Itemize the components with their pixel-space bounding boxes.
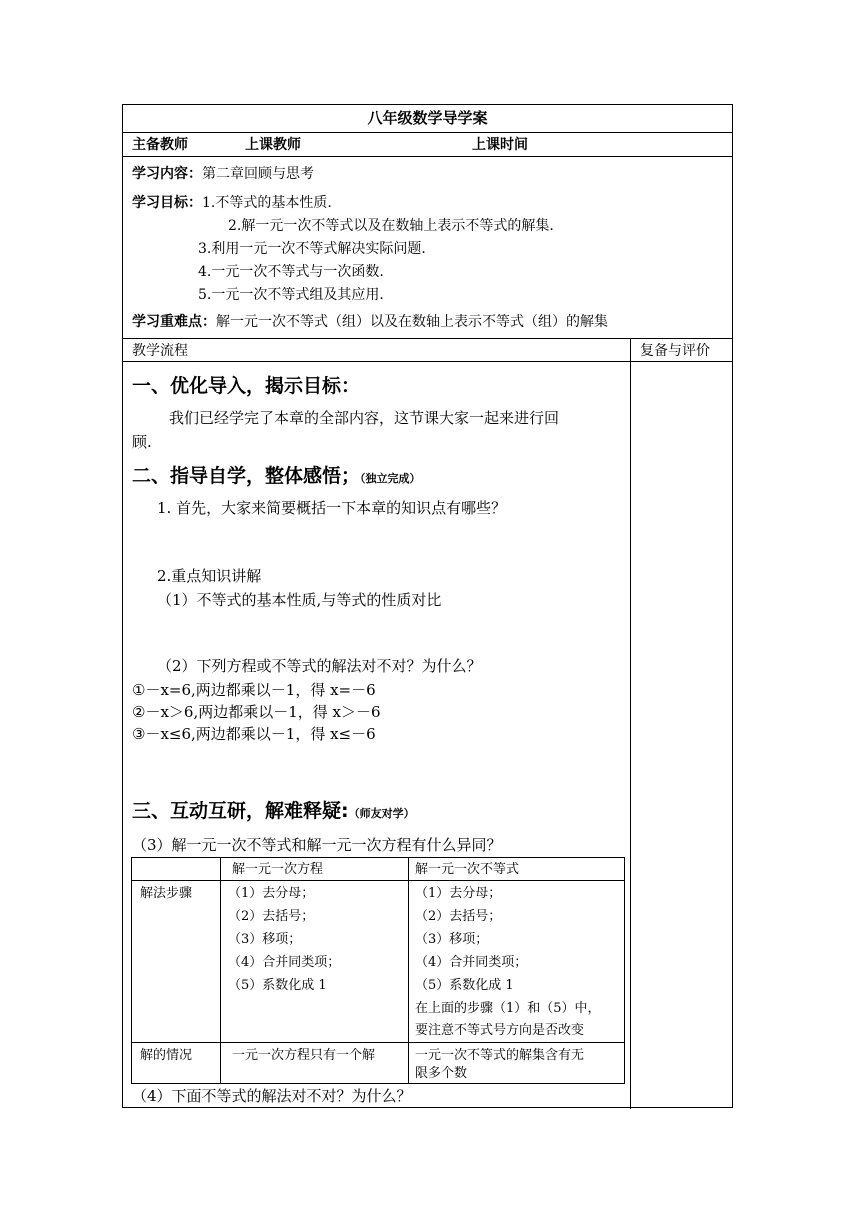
table-col-divider-2: [408, 858, 409, 1083]
chief-teacher-label: 主备教师: [132, 137, 188, 153]
goal-4: 4.一元一次不等式与一次函数.: [198, 264, 384, 280]
question-4: （4）下面不等式的解法对不对？为什么？: [132, 1087, 412, 1105]
difficulty-value: 解一元一次不等式（组）以及在数轴上表示不等式（组）的解集: [216, 314, 608, 330]
comparison-table: [131, 857, 625, 1084]
goals-row: [132, 194, 332, 212]
item-3: ③－x≤6,两边都乘以－1，得 x≤－6: [132, 725, 376, 743]
row-label-solution: 解的情况: [140, 1048, 193, 1063]
inequality-note-line2: 要注意不等式号方向是否改变: [415, 1023, 585, 1038]
inequality-step-5: （5）系数化成 1: [415, 978, 514, 993]
section1-paragraph-line2: 顾.: [132, 433, 152, 451]
row-label-steps: 解法步骤: [140, 886, 193, 901]
flow-header-left: 教学流程: [132, 343, 188, 359]
column-divider: [630, 338, 631, 1109]
difficulty-row: [132, 313, 608, 331]
table-col-divider-1: [220, 858, 221, 1083]
equation-step-3: （3）移项；: [228, 932, 302, 947]
difficulty-label: 学习重难点：: [132, 314, 216, 330]
inequality-step-4: （4）合并同类项；: [415, 955, 528, 970]
question-2-2: （2）下列方程或不等式的解法对不对？为什么？: [157, 657, 482, 675]
section3-heading: 三、互动互研，解难释疑:: [132, 800, 349, 822]
inequality-solution-line2: 限多个数: [415, 1066, 468, 1081]
equation-solution: 一元一次方程只有一个解: [232, 1048, 376, 1063]
goal-5: 5.一元一次不等式组及其应用.: [198, 287, 384, 303]
flow-header-right: 复备与评价: [640, 343, 710, 359]
question-2-1: （1）不等式的基本性质,与等式的性质对比: [157, 591, 442, 609]
rule-flow-header: [123, 361, 732, 362]
class-time-label: 上课时间: [472, 137, 528, 153]
question-2-title: 2.重点知识讲解: [157, 567, 262, 585]
inequality-step-3: （3）移项；: [415, 932, 489, 947]
equation-step-5: （5）系数化成 1: [228, 978, 327, 993]
rule-title: [123, 132, 732, 133]
goals-label: 学习目标：: [132, 195, 202, 211]
equation-step-1: （1）去分母；: [228, 886, 315, 901]
table-header-equation: 解一元一次方程: [232, 862, 324, 877]
section1-heading: 一、优化导入，揭示目标：: [132, 375, 361, 397]
table-header-inequality: 解一元一次不等式: [415, 862, 520, 877]
item-2: ②－x＞6,两边都乘以－1，得 x＞－6: [132, 703, 381, 721]
rule-info: [123, 338, 732, 339]
table-rule-header: [132, 880, 624, 881]
page-title: 八年级数学导学案: [367, 109, 488, 127]
question-1: 1. 首先，大家来简要概括一下本章的知识点有哪些？: [157, 499, 507, 517]
content-row: [132, 165, 314, 183]
class-teacher-label: 上课教师: [245, 137, 301, 153]
inequality-step-1: （1）去分母；: [415, 886, 502, 901]
section2-note: （独立完成）: [360, 472, 421, 485]
section3-note: （师友对学）: [348, 807, 415, 820]
goal-2: 2.解一元一次不等式以及在数轴上表示不等式的解集.: [228, 218, 554, 234]
section1-paragraph-line1: 我们已经学完了本章的全部内容，这节课大家一起来进行回: [169, 409, 560, 427]
inequality-solution-line1: 一元一次不等式的解集含有无: [415, 1048, 585, 1063]
inequality-note-line1: 在上面的步骤（1）和（5）中，: [415, 1001, 601, 1016]
section3-heading-row: [132, 799, 415, 823]
equation-step-4: （4）合并同类项；: [228, 955, 341, 970]
lesson-plan-table: [122, 104, 733, 1108]
section2-heading-row: [132, 464, 421, 488]
inequality-step-2: （2）去括号；: [415, 909, 502, 924]
goal-1: 1.不等式的基本性质.: [202, 195, 332, 211]
equation-step-2: （2）去括号；: [228, 909, 315, 924]
rule-header: [123, 156, 732, 157]
content-value: 第二章回顾与思考: [202, 166, 314, 182]
question-3: （3）解一元一次不等式和解一元一次方程有什么异同？: [132, 836, 502, 854]
item-1: ①－x=6,两边都乘以－1，得 x=－6: [132, 681, 376, 699]
content-label: 学习内容：: [132, 166, 202, 182]
table-rule-steps: [132, 1042, 624, 1043]
section2-heading: 二、指导自学，整体感悟；: [132, 465, 361, 487]
goal-3: 3.利用一元一次不等式解决实际问题.: [198, 241, 426, 257]
